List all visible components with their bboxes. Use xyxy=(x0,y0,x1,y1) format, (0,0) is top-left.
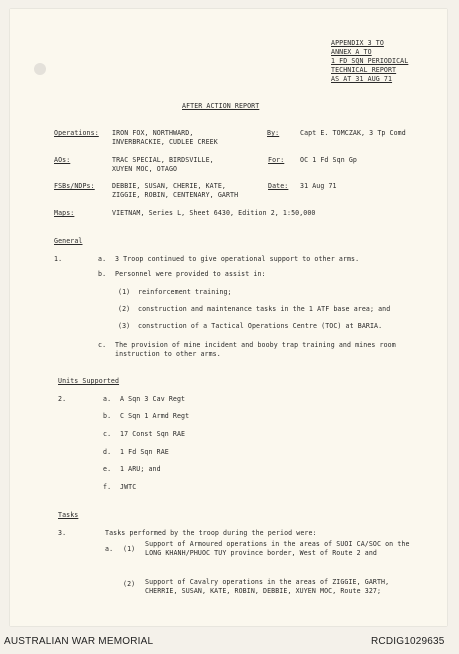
appendix-line: APPENDIX 3 TO xyxy=(331,39,384,47)
punch-hole xyxy=(34,63,46,75)
general-b-text: Personnel were provided to assist in: xyxy=(115,270,266,278)
date-value: 31 Aug 71 xyxy=(300,182,337,190)
general-b1-text: reinforcement training; xyxy=(138,288,232,296)
list-item-letter: a. xyxy=(103,395,112,403)
list-item-letter: d. xyxy=(103,448,112,456)
general-a-text: 3 Troop continued to give operational support to other arms. xyxy=(115,255,360,263)
paragraph-number: 2. xyxy=(58,395,67,403)
general-b3-text: construction of a Tactical Operations Centre (TOC) at BARIA. xyxy=(138,322,383,330)
list-item: 1 Fd Sqn RAE xyxy=(120,448,169,456)
list-item-letter: f. xyxy=(103,483,112,491)
operations-value: INVERBRACKIE, CUDLEE CREEK xyxy=(112,138,218,146)
document-title: AFTER ACTION REPORT xyxy=(182,102,260,110)
item-number: (2) xyxy=(123,580,136,588)
item-number: (1) xyxy=(123,545,136,553)
fsbs-label: FSBs/NDPs: xyxy=(54,182,95,190)
list-item-letter: c. xyxy=(103,430,112,438)
footer-source: AUSTRALIAN WAR MEMORIAL xyxy=(4,636,154,647)
maps-value: VIETNAM, Series L, Sheet 6430, Edition 2, 1:50,000 xyxy=(112,209,316,217)
by-value: Capt E. TOMCZAK, 3 Tp Comd xyxy=(300,129,406,137)
list-item: JWTC xyxy=(120,483,137,491)
general-b2-text: construction and maintenance tasks in the 1 ATF base area; and xyxy=(138,305,391,313)
list-item-letter: b. xyxy=(103,412,112,420)
section-heading-units: Units Supported xyxy=(58,377,120,385)
list-item: 1 ARU; and xyxy=(120,465,161,473)
for-label: For: xyxy=(268,156,285,164)
sub-letter: a. xyxy=(105,545,114,553)
tasks-a1-text: LONG KHANH/PHUOC TUY province border, West of Route 2 and xyxy=(145,549,377,557)
aos-label: AOs: xyxy=(54,156,71,164)
for-value: OC 1 Fd Sqn Gp xyxy=(300,156,357,164)
appendix-line: ANNEX A TO xyxy=(331,48,372,56)
tasks-a2-text: CHERRIE, SUSAN, KATE, ROBIN, DEBBIE, XUYEN MOC, Route 327; xyxy=(145,587,382,595)
general-c-text: The provision of mine incident and booby trap training and mines room xyxy=(115,341,396,349)
footer-record-id: RCDIG1029635 xyxy=(371,636,445,647)
item-number: (1) xyxy=(118,288,131,296)
appendix-line: 1 FD SQN PERIODICAL xyxy=(331,57,409,65)
aos-value: XUYEN MOC, OTAGO xyxy=(112,165,178,173)
maps-label: Maps: xyxy=(54,209,75,217)
sub-letter: a. xyxy=(98,255,107,263)
paragraph-number: 3. xyxy=(58,529,67,537)
fsbs-value: ZIGGIE, ROBIN, CENTENARY, GARTH xyxy=(112,191,239,199)
list-item-letter: e. xyxy=(103,465,112,473)
sub-letter: c. xyxy=(98,341,107,349)
paragraph-number: 1. xyxy=(54,255,63,263)
tasks-intro: Tasks performed by the troop during the period were: xyxy=(105,529,317,537)
list-item: C Sqn 1 Armd Regt xyxy=(120,412,190,420)
tasks-a1-text: Support of Armoured operations in the areas of SUOI CA/SOC on the xyxy=(145,540,410,548)
general-c-text: instruction to other arms. xyxy=(115,350,221,358)
item-number: (3) xyxy=(118,322,131,330)
list-item: A Sqn 3 Cav Regt xyxy=(120,395,186,403)
operations-label: Operations: xyxy=(54,129,99,137)
fsbs-value: DEBBIE, SUSAN, CHERIE, KATE, xyxy=(112,182,226,190)
list-item: 17 Const Sqn RAE xyxy=(120,430,186,438)
sub-letter: b. xyxy=(98,270,107,278)
operations-value: IRON FOX, NORTHWARD, xyxy=(112,129,194,137)
section-heading-tasks: Tasks xyxy=(58,511,79,519)
item-number: (2) xyxy=(118,305,131,313)
date-label: Date: xyxy=(268,182,289,190)
tasks-a2-text: Support of Cavalry operations in the areas of ZIGGIE, GARTH, xyxy=(145,578,390,586)
section-heading-general: General xyxy=(54,237,83,245)
aos-value: TRAC SPECIAL, BIRDSVILLE, xyxy=(112,156,214,164)
appendix-line: AS AT 31 AUG 71 xyxy=(331,75,393,83)
by-label: By: xyxy=(267,129,280,137)
appendix-line: TECHNICAL REPORT xyxy=(331,66,397,74)
